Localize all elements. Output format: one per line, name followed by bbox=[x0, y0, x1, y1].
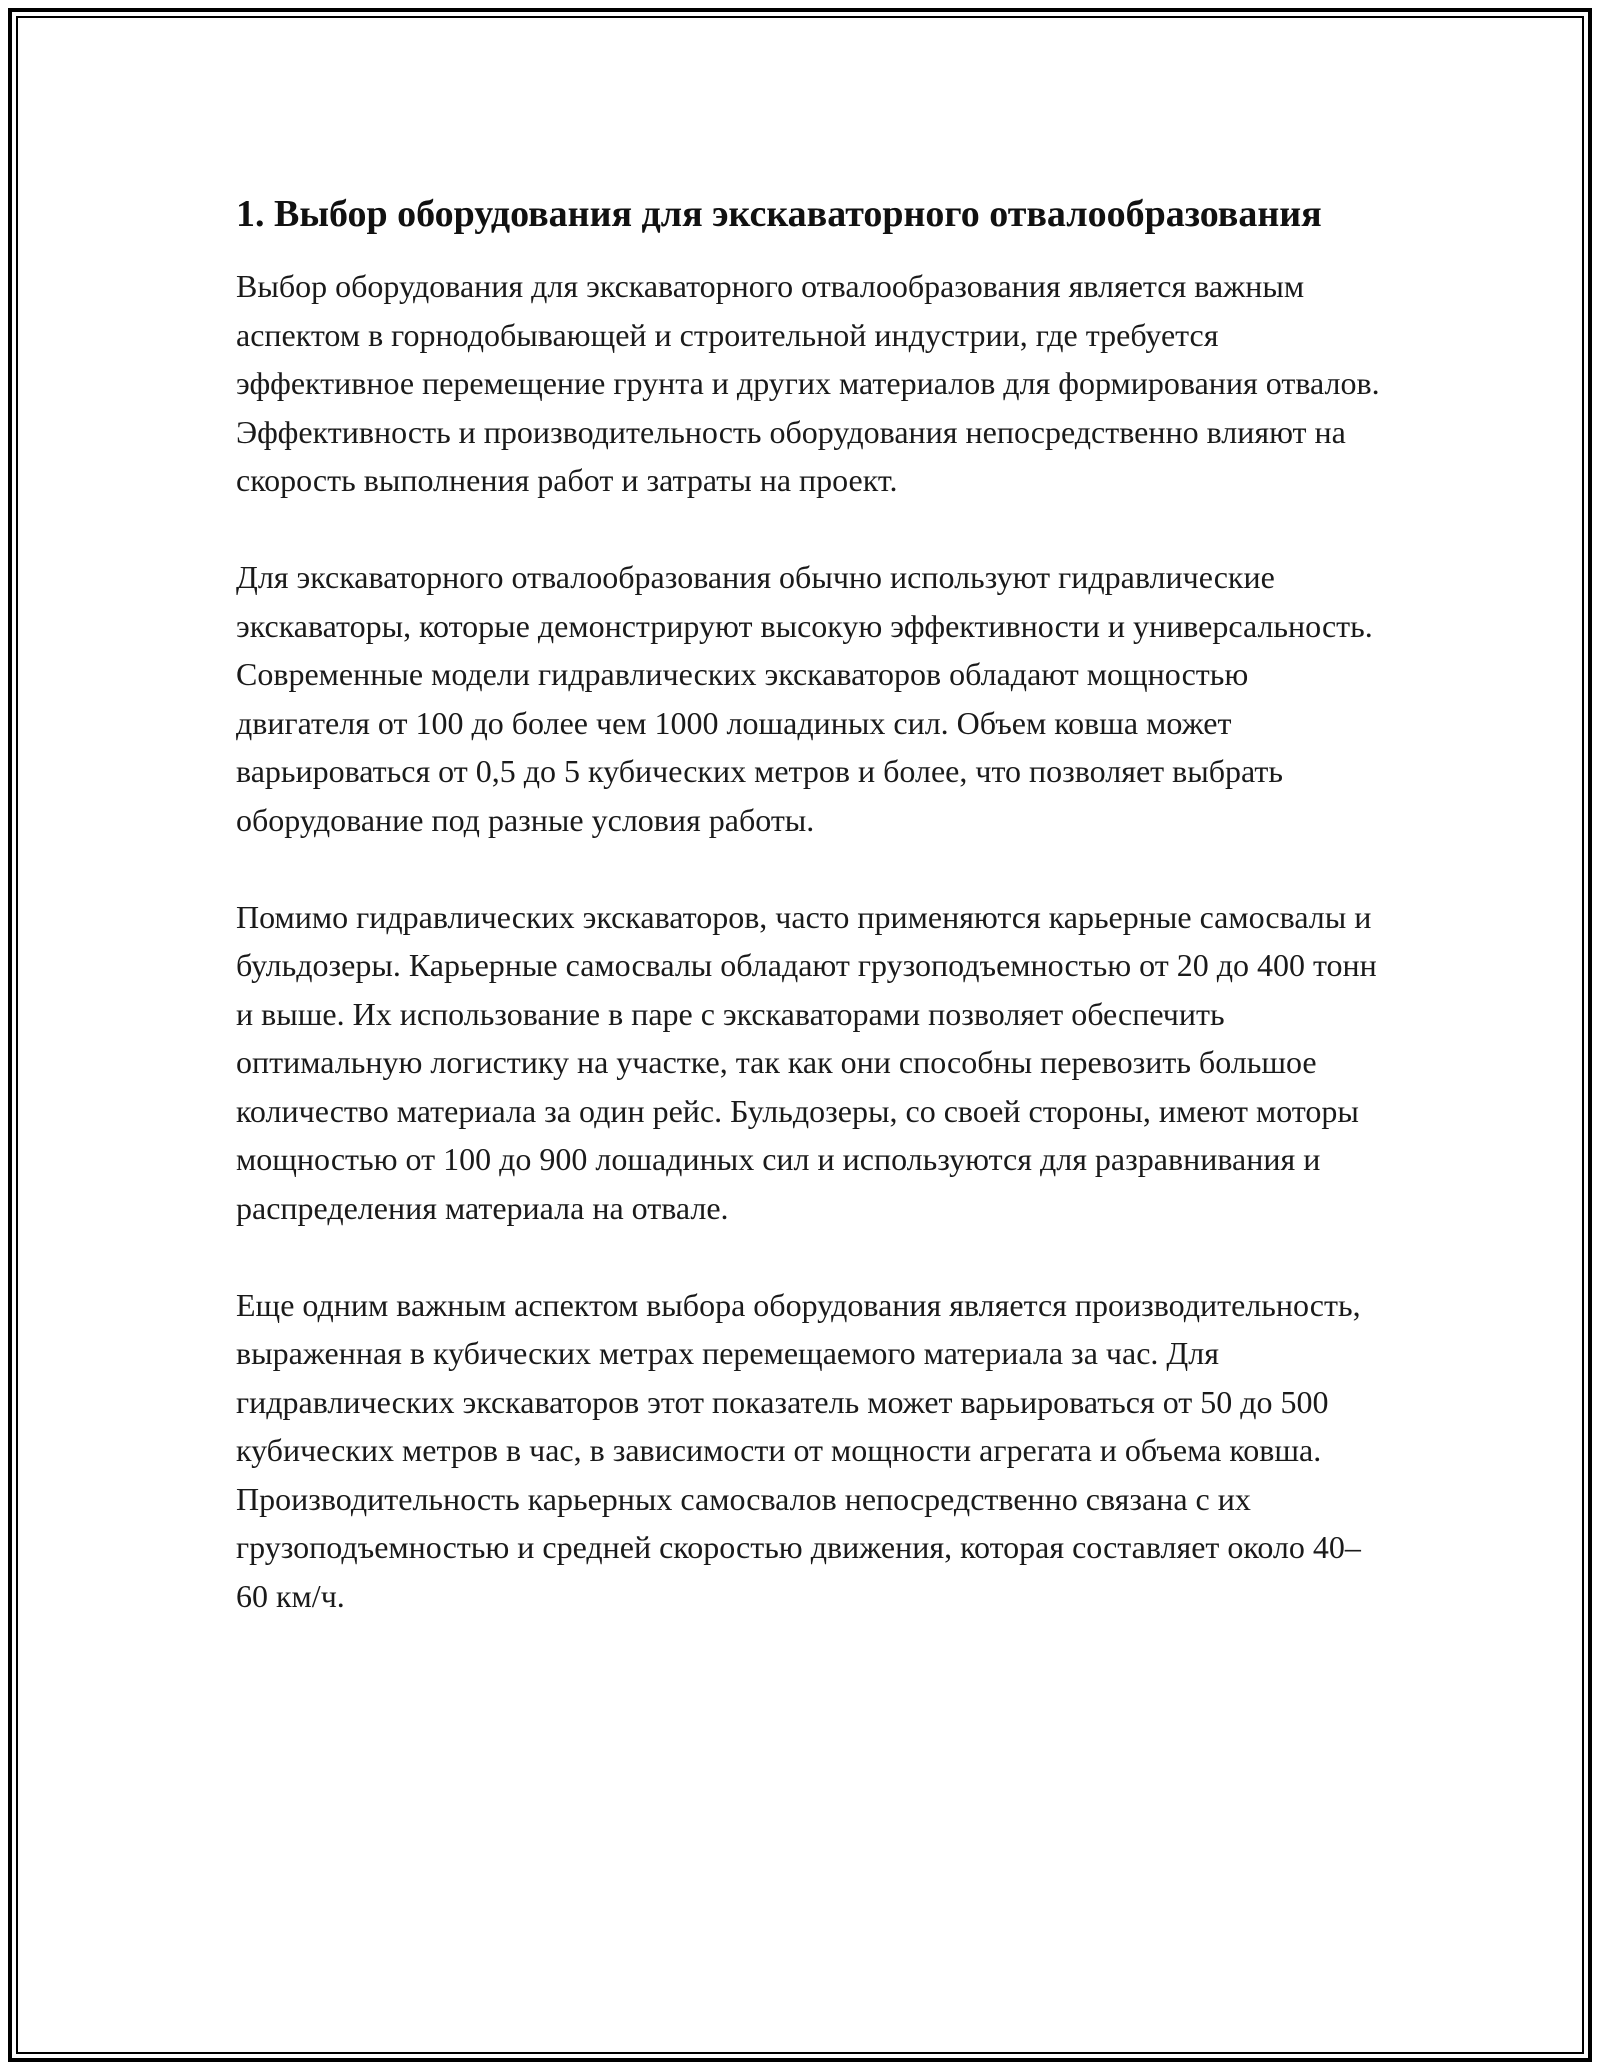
paragraph-intro: Выбор оборудования для экскаваторного отвалообразования является важным аспектом в горнодобывающей и строительной индустрии, где требуется эффективное перемещение грунта и других материалов для формирования отвалов. Эффективность и производительность оборудования непосредственно влияют на скорость выполнения работ и затраты на проект. bbox=[236, 268, 1380, 498]
document-body bbox=[236, 186, 1386, 1620]
paragraph-dump-trucks-bulldozers: Помимо гидравлических экскаваторов, часто применяются карьерные самосвалы и бульдозеры. Карьерные самосвалы обладают грузоподъемностью от 20 до 400 тонн и выше. Их использование в паре с экскаваторами позволяет обеспечить оптимальную логистику на участке, так как они способны перевозить большое количество материала за один рейс. Бульдозеры, со своей стороны, имеют моторы мощностью от 100 до 900 лошадиных сил и используются для разравнивания и распределения материала на отвале. bbox=[236, 898, 1377, 1226]
paragraph-hydraulic-excavators: Для экскаваторного отвалообразования обычно используют гидравлические экскаваторы, которые демонстрируют высокую эффективности и универсальность. Современные модели гидравлических экскаваторов обладают мощностью двигателя от 100 до более чем 1000 лошадиных сил. Объем ковша может варьироваться от 0,5 до 5 кубических метров и более, что позволяет выбрать оборудование под разные условия работы. bbox=[236, 559, 1373, 838]
section-heading: 1. Выбор оборудования для экскаваторного отвалообразования bbox=[236, 193, 1322, 235]
paragraph-productivity: Еще одним важным аспектом выбора оборудования является производительность, выраженная в кубических метрах перемещаемого материала за час. Для гидравлических экскаваторов этот показатель может варьироваться от 50 до 500 кубических метров в час, в зависимости от мощности агрегата и объема ковша. Производительность карьерных самосвалов непосредственно связана с их грузоподъемностью и средней скоростью движения, которая составляет около 40–60 км/ч. bbox=[236, 1286, 1361, 1614]
